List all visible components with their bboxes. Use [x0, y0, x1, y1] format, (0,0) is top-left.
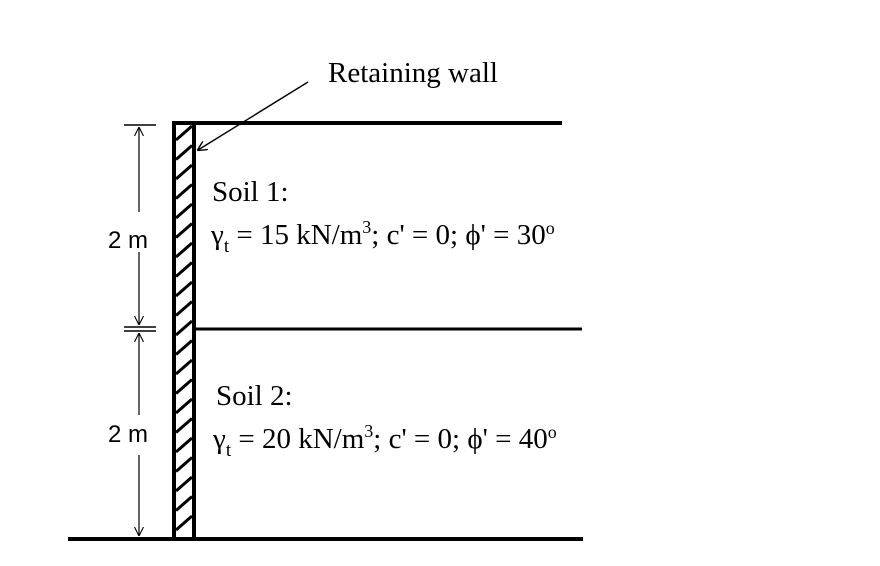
soil-2-degree: o — [547, 422, 557, 442]
dimension-upper — [108, 125, 156, 327]
soil-1-gamma-value: = 15 kN/m — [229, 219, 363, 251]
soil-2-name: Soil 2: — [216, 380, 293, 412]
callout-arrow — [198, 82, 308, 150]
soil-1-unit-power: 3 — [362, 217, 372, 237]
soil-1-gamma-symbol: γ — [211, 219, 224, 251]
soil-2-params — [212, 421, 557, 461]
soil-2-strength-params: ; c' = 0; ϕ' = 40 — [373, 423, 548, 455]
callout-label: Retaining wall — [328, 57, 498, 89]
soil-2-properties — [212, 380, 557, 461]
soil-2-gamma-symbol: γ — [213, 423, 226, 455]
wall-callout — [198, 57, 498, 150]
soil-1-degree: o — [545, 218, 555, 238]
soil-1-gamma-subscript: t — [223, 236, 230, 257]
soil-1-name: Soil 1: — [212, 176, 289, 208]
dimension-lower — [108, 331, 156, 536]
soil-1-strength-params: ; c' = 0; ϕ' = 30 — [371, 219, 546, 251]
dim-label-lower: 2 m — [108, 421, 149, 448]
soil-2-gamma-value: = 20 kN/m — [231, 423, 365, 455]
soil-2-gamma-subscript: t — [225, 440, 232, 461]
soil-2-unit-power: 3 — [364, 421, 374, 441]
retaining-wall — [174, 123, 194, 539]
soil-1-properties — [210, 176, 555, 257]
soil-1-params — [210, 217, 555, 257]
dim-label-upper: 2 m — [108, 227, 149, 254]
